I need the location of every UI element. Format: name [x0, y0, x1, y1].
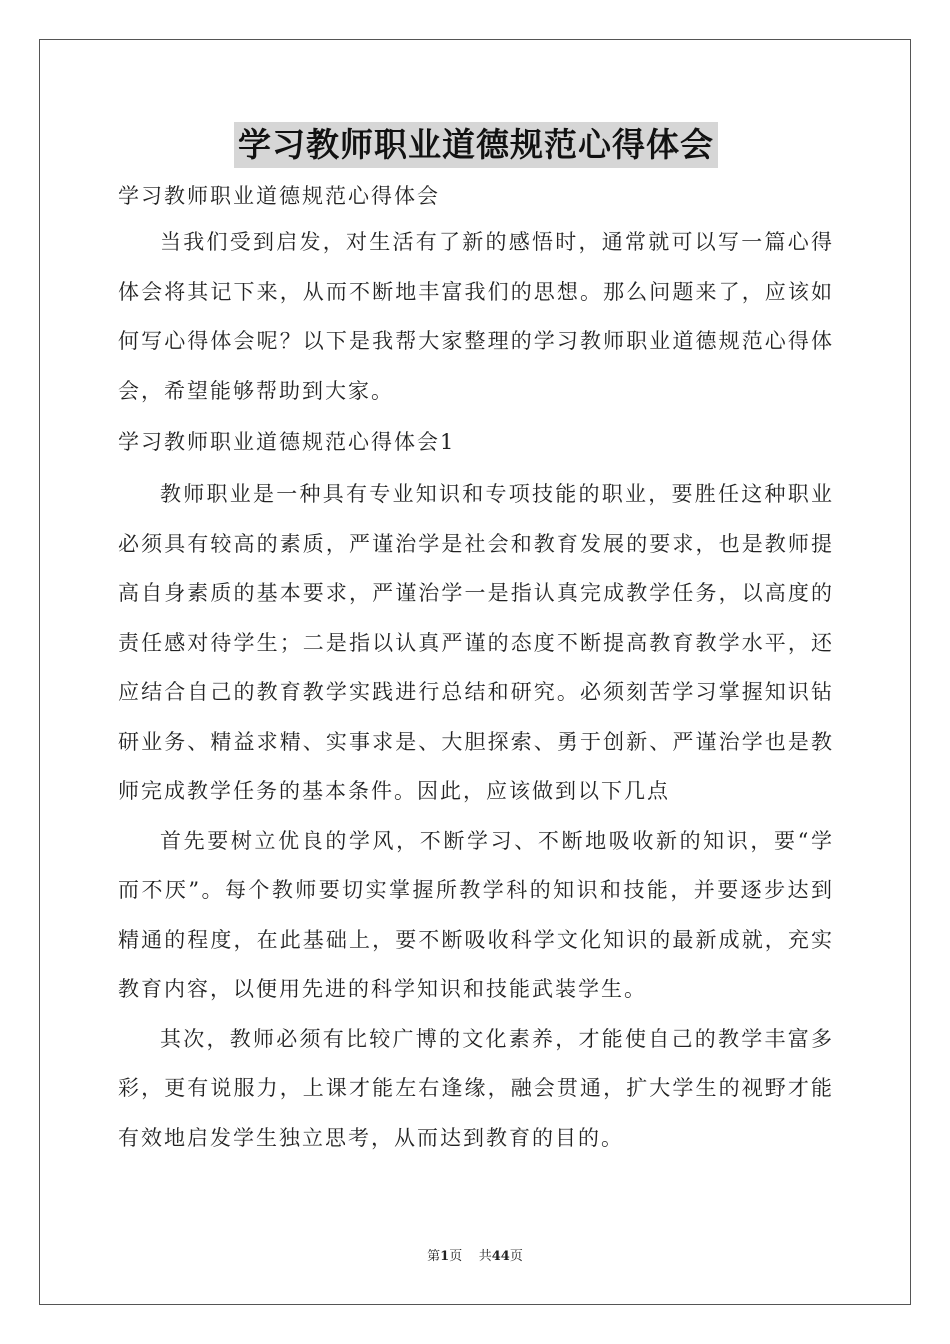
body-paragraph-2: 首先要树立优良的学风，不断学习、不断地吸收新的知识，要“学而不厌”。每个教师要切实掌握所教学科的知识和技能，并要逐步达到精通的程度，在此基础上，要不断吸收科学文化知识的最新成就，充实教育内容，以便用先进的科学知识和技能武装学生。 — [118, 828, 834, 1001]
intro-paragraph: 当我们受到启发，对生活有了新的感悟时，通常就可以写一篇心得体会将其记下来，从而不断地丰富我们的思想。那么问题来了，应该如何写心得体会呢？以下是我帮大家整理的学习教师职业道德规范心得体会，希望能够帮助到大家。 — [118, 230, 834, 403]
total-prefix: 共 — [478, 1249, 492, 1264]
total-suffix: 页 — [509, 1249, 523, 1264]
document-body — [118, 122, 834, 1163]
page-prefix: 第 — [427, 1249, 441, 1264]
body-paragraph-3: 其次，教师必须有比较广博的文化素养，才能使自己的教学丰富多彩，更有说服力，上课才能左右逢缘，融会贯通，扩大学生的视野才能有效地启发学生独立思考，从而达到教育的目的。 — [118, 1026, 834, 1150]
page-number: 1 — [440, 1249, 450, 1264]
section-heading: 学习教师职业道德规范心得体会1 — [118, 430, 456, 454]
document-subtitle: 学习教师职业道德规范心得体会 — [118, 184, 440, 208]
page-footer — [0, 1245, 950, 1264]
page-suffix: 页 — [449, 1249, 463, 1264]
title-wrapper — [118, 122, 834, 168]
body-paragraph-1: 教师职业是一种具有专业知识和专项技能的职业，要胜任这种职业必须具有较高的素质，严谨治学是社会和教育发展的要求，也是教师提高自身素质的基本要求，严谨治学一是指认真完成教学任务，以高度的责任感对待学生；二是指以认真严谨的态度不断提高教育教学水平，还应结合自己的教育教学实践进行总结和研究。必须刻苦学习掌握知识钻研业务、精益求精、实事求是、大胆探索、勇于创新、严谨治学也是教师完成教学任务的基本条件。因此，应该做到以下几点 — [118, 482, 834, 803]
document-title: 学习教师职业道德规范心得体会 — [234, 122, 718, 168]
total-pages: 44 — [491, 1249, 510, 1264]
